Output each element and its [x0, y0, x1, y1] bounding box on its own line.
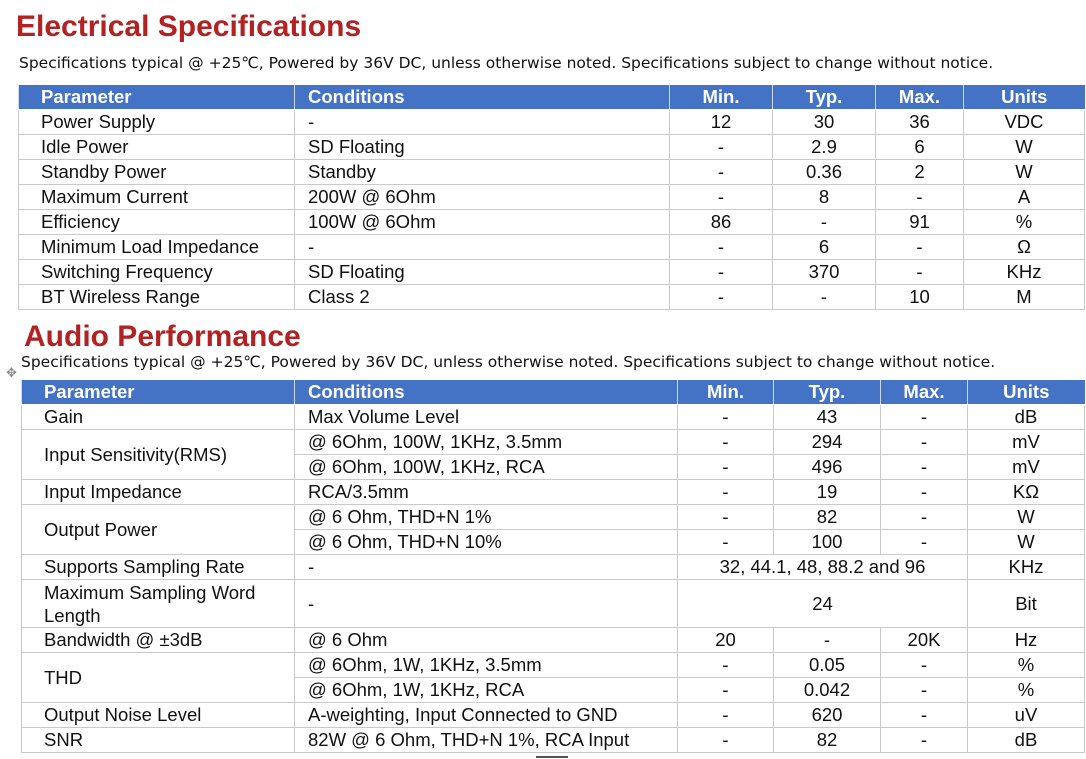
- table-row: [22, 505, 1085, 530]
- audio-performance-title: Audio Performance: [24, 320, 301, 353]
- cell-parameter: Output Noise Level: [22, 703, 295, 728]
- cell-max: 20K: [881, 628, 968, 653]
- cell-typ: 82: [774, 728, 881, 753]
- cell-max: -: [876, 185, 964, 210]
- cell-units: KHz: [968, 555, 1085, 580]
- cell-conditions: SD Floating: [295, 135, 670, 160]
- header-max: Max.: [881, 380, 968, 405]
- cell-units: %: [964, 210, 1085, 235]
- cell-conditions: @ 6Ohm, 1W, 1KHz, 3.5mm: [295, 653, 678, 678]
- cell-typ: 0.042: [774, 678, 881, 703]
- cell-merged-values: 32, 44.1, 48, 88.2 and 96: [678, 555, 968, 580]
- cell-max: 91: [876, 210, 964, 235]
- cell-conditions: Class 2: [295, 285, 670, 310]
- cell-typ: 0.05: [774, 653, 881, 678]
- cell-parameter: Bandwidth @ ±3dB: [22, 628, 295, 653]
- cell-parameter: Maximum Sampling Word Length: [22, 580, 295, 628]
- cell-max: -: [881, 678, 968, 703]
- audio-subtitle: Specifications typical @ +25℃, Powered by 36V DC, unless otherwise noted. Specifications subject to change without notice.: [21, 353, 996, 371]
- cell-min: -: [678, 530, 774, 555]
- cell-typ: 100: [774, 530, 881, 555]
- cell-max: -: [881, 653, 968, 678]
- cell-typ: 620: [774, 703, 881, 728]
- cell-min: -: [678, 653, 774, 678]
- cell-conditions: 100W @ 6Ohm: [295, 210, 670, 235]
- table-header-row: [22, 380, 1085, 405]
- cell-parameter: Power Supply: [19, 110, 295, 135]
- header-conditions: Conditions: [295, 85, 670, 110]
- cell-conditions: SD Floating: [295, 260, 670, 285]
- cell-units: Ω: [964, 235, 1085, 260]
- cell-parameter: Supports Sampling Rate: [22, 555, 295, 580]
- header-typ: Typ.: [774, 380, 881, 405]
- header-min: Min.: [678, 380, 774, 405]
- cell-parameter: Minimum Load Impedance: [19, 235, 295, 260]
- cell-conditions: RCA/3.5mm: [295, 480, 678, 505]
- cell-typ: -: [773, 210, 876, 235]
- cell-units: W: [964, 160, 1085, 185]
- header-conditions: Conditions: [295, 380, 678, 405]
- cell-min: -: [670, 260, 773, 285]
- table-row: [19, 160, 1085, 185]
- table-row: [22, 580, 1085, 628]
- table-row: [22, 628, 1085, 653]
- header-units: Units: [968, 380, 1085, 405]
- cell-conditions: -: [295, 580, 678, 628]
- header-min: Min.: [670, 85, 773, 110]
- cell-conditions: -: [295, 235, 670, 260]
- cell-units: dB: [968, 405, 1085, 430]
- cell-units: KHz: [964, 260, 1085, 285]
- cell-typ: 0.36: [773, 160, 876, 185]
- cell-typ: 2.9: [773, 135, 876, 160]
- cell-max: -: [881, 530, 968, 555]
- electrical-specifications-title: Electrical Specifications: [16, 10, 362, 43]
- cell-max: -: [876, 235, 964, 260]
- cell-units: W: [968, 530, 1085, 555]
- cell-conditions: -: [295, 555, 678, 580]
- cell-conditions: @ 6Ohm, 1W, 1KHz, RCA: [295, 678, 678, 703]
- table-row: [22, 653, 1085, 678]
- header-typ: Typ.: [773, 85, 876, 110]
- cell-typ: 370: [773, 260, 876, 285]
- table-row: [22, 555, 1085, 580]
- cell-parameter: Input Impedance: [22, 480, 295, 505]
- cell-conditions: Max Volume Level: [295, 405, 678, 430]
- table-row: [19, 285, 1085, 310]
- cell-conditions: @ 6Ohm, 100W, 1KHz, RCA: [295, 455, 678, 480]
- cell-max: -: [881, 480, 968, 505]
- cell-units: uV: [968, 703, 1085, 728]
- cell-typ: 30: [773, 110, 876, 135]
- cell-typ: 6: [773, 235, 876, 260]
- audio-performance-table: [21, 380, 1085, 753]
- cell-min: -: [670, 235, 773, 260]
- cell-conditions: @ 6 Ohm: [295, 628, 678, 653]
- table-row: [19, 260, 1085, 285]
- cell-parameter: Idle Power: [19, 135, 295, 160]
- cell-max: 2: [876, 160, 964, 185]
- header-units: Units: [964, 85, 1085, 110]
- cell-max: -: [876, 260, 964, 285]
- cell-units: Bit: [968, 580, 1085, 628]
- cell-min: -: [678, 430, 774, 455]
- cell-max: -: [881, 703, 968, 728]
- cell-typ: 19: [774, 480, 881, 505]
- cell-parameter: Gain: [22, 405, 295, 430]
- cell-conditions: A-weighting, Input Connected to GND: [295, 703, 678, 728]
- cell-units: dB: [968, 728, 1085, 753]
- cell-min: -: [670, 185, 773, 210]
- cell-typ: 82: [774, 505, 881, 530]
- cell-min: -: [678, 405, 774, 430]
- cell-parameter: Input Sensitivity(RMS): [22, 430, 295, 480]
- cell-conditions: -: [295, 110, 670, 135]
- cell-min: -: [678, 703, 774, 728]
- cell-conditions: @ 6Ohm, 100W, 1KHz, 3.5mm: [295, 430, 678, 455]
- table-row: [22, 405, 1085, 430]
- move-handle-icon[interactable]: ✥: [6, 365, 17, 380]
- cell-min: -: [670, 160, 773, 185]
- cell-units: mV: [968, 430, 1085, 455]
- table-row: [19, 210, 1085, 235]
- cell-max: 36: [876, 110, 964, 135]
- cell-conditions: @ 6 Ohm, THD+N 10%: [295, 530, 678, 555]
- table-header-row: [19, 85, 1085, 110]
- table-row: [19, 185, 1085, 210]
- table-row: [22, 703, 1085, 728]
- cell-max: 6: [876, 135, 964, 160]
- cell-units: M: [964, 285, 1085, 310]
- cell-units: %: [968, 678, 1085, 703]
- cell-min: 12: [670, 110, 773, 135]
- electrical-subtitle: Specifications typical @ +25℃, Powered by 36V DC, unless otherwise noted. Specifications subject to change without notice.: [19, 54, 994, 72]
- cell-parameter: THD: [22, 653, 295, 703]
- cell-min: -: [678, 505, 774, 530]
- table-row: [19, 135, 1085, 160]
- cell-parameter: Efficiency: [19, 210, 295, 235]
- cell-parameter: Switching Frequency: [19, 260, 295, 285]
- table-row: [22, 480, 1085, 505]
- cell-conditions: 200W @ 6Ohm: [295, 185, 670, 210]
- cell-max: -: [881, 405, 968, 430]
- cell-typ: 8: [773, 185, 876, 210]
- cell-units: W: [964, 135, 1085, 160]
- cell-units: A: [964, 185, 1085, 210]
- cell-min: -: [670, 285, 773, 310]
- cell-units: mV: [968, 455, 1085, 480]
- cell-min: 20: [678, 628, 774, 653]
- cell-parameter: SNR: [22, 728, 295, 753]
- table-row: [22, 728, 1085, 753]
- table-row: [22, 430, 1085, 455]
- table-row: [19, 110, 1085, 135]
- cell-min: -: [678, 480, 774, 505]
- cell-units: Hz: [968, 628, 1085, 653]
- cell-min: -: [678, 728, 774, 753]
- cell-min: 86: [670, 210, 773, 235]
- header-parameter: Parameter: [19, 85, 295, 110]
- cell-units: KΩ: [968, 480, 1085, 505]
- cell-conditions: Standby: [295, 160, 670, 185]
- cell-typ: -: [774, 628, 881, 653]
- cell-parameter: Standby Power: [19, 160, 295, 185]
- cell-typ: 294: [774, 430, 881, 455]
- cell-parameter: Output Power: [22, 505, 295, 555]
- cell-conditions: @ 6 Ohm, THD+N 1%: [295, 505, 678, 530]
- cell-parameter: Maximum Current: [19, 185, 295, 210]
- cell-parameter: BT Wireless Range: [19, 285, 295, 310]
- header-parameter: Parameter: [22, 380, 295, 405]
- table-row: [19, 235, 1085, 260]
- cell-min: -: [678, 678, 774, 703]
- cell-max: -: [881, 430, 968, 455]
- cell-max: -: [881, 455, 968, 480]
- cell-max: -: [881, 728, 968, 753]
- cell-conditions: 82W @ 6 Ohm, THD+N 1%, RCA Input: [295, 728, 678, 753]
- cell-merged-values: 24: [678, 580, 968, 628]
- cell-units: %: [968, 653, 1085, 678]
- cell-min: -: [670, 135, 773, 160]
- cell-units: W: [968, 505, 1085, 530]
- header-max: Max.: [876, 85, 964, 110]
- cell-max: -: [881, 505, 968, 530]
- cell-min: -: [678, 455, 774, 480]
- cell-max: 10: [876, 285, 964, 310]
- cell-typ: 43: [774, 405, 881, 430]
- cell-units: VDC: [964, 110, 1085, 135]
- electrical-spec-table: [18, 85, 1085, 310]
- divider: [536, 756, 568, 758]
- cell-typ: 496: [774, 455, 881, 480]
- cell-typ: -: [773, 285, 876, 310]
